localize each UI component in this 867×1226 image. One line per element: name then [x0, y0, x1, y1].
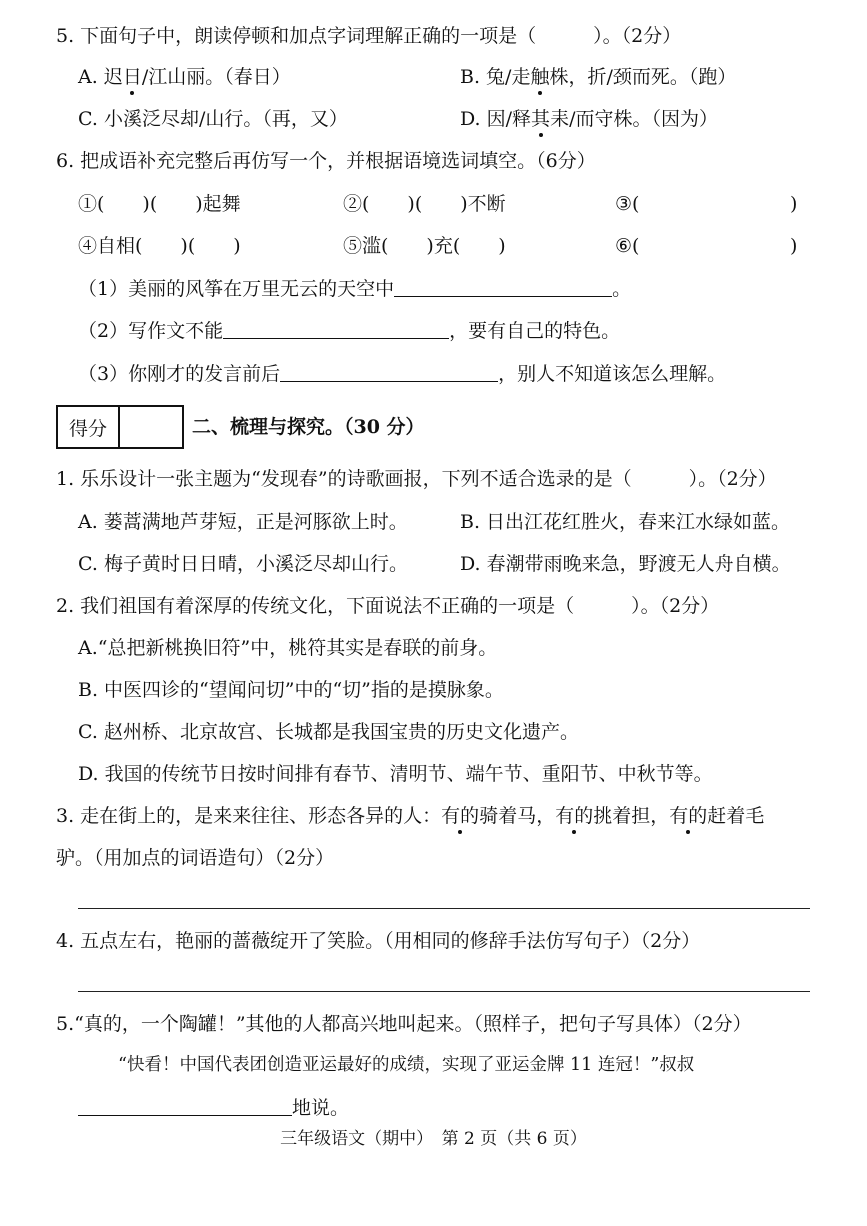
fill-sentence-2: （2）写作文不能 ，要有自己的特色。	[78, 320, 621, 342]
question-5-stem: 5. 下面句子中，朗读停顿和加点字词理解正确的一项是（ ）。（2分）	[56, 25, 682, 47]
idiom-item-6-close: )	[790, 235, 798, 257]
option-d: D. 我国的传统节日按时间排有春节、清明节、端午节、重阳节、中秋节等。	[78, 763, 713, 785]
option-d: D. 因/释其耒/而守株。（因为）	[460, 108, 718, 130]
option-b: B. 中医四诊的“望闻问切”中的“切”指的是摸脉象。	[78, 679, 504, 701]
part-5-stem: 5.“真的，一个陶罐！”其他的人都高兴地叫起来。（照样子，把句子写具体）（2分）	[56, 1013, 752, 1035]
section-title: 二、梳理与探究。（30 分）	[192, 416, 425, 438]
part-1-stem: 1. 乐乐设计一张主题为“发现春”的诗歌画报，下列不适合选录的是（ ）。（2分）	[56, 468, 777, 490]
emphasis-dot-char: 日	[122, 66, 142, 88]
idiom-item-1[interactable]: ①( )( )起舞	[78, 193, 241, 215]
idiom-item-5[interactable]: ⑤滥( )充( )	[343, 235, 506, 257]
score-label: 得分	[58, 407, 120, 447]
emphasis-word: 有的	[555, 805, 594, 827]
idiom-item-2[interactable]: ②( )( )不断	[343, 193, 506, 215]
part-2-stem: 2. 我们祖国有着深厚的传统文化，下面说法不正确的一项是（ ）。（2分）	[56, 595, 720, 617]
score-field[interactable]	[120, 407, 182, 447]
answer-line[interactable]	[78, 991, 810, 992]
idiom-item-3-close: )	[790, 193, 798, 215]
part-4-stem: 4. 五点左右，艳丽的蔷薇绽开了笑脸。（用相同的修辞手法仿写句子）（2分）	[56, 930, 701, 952]
part-5-example: “快看！中国代表团创造亚运最好的成绩，实现了亚运金牌 11 连冠！”叔叔	[118, 1055, 695, 1075]
fill-blank[interactable]	[78, 1097, 292, 1116]
option-c: C. 梅子黄时日日晴，小溪泛尽却山行。	[78, 553, 408, 575]
part-5-answer: 地说。	[78, 1097, 349, 1120]
option-c: C. 小溪泛尽却/山行。（再，又）	[78, 108, 348, 130]
emphasis-word: 有的	[669, 805, 708, 827]
option-b: B. 兔/走触株，折/颈而死。（跑）	[460, 66, 737, 88]
option-b: B. 日出江花红胜火，春来江水绿如蓝。	[460, 511, 791, 533]
page-footer: 三年级语文（期中） 第 2 页（共 6 页）	[280, 1129, 587, 1149]
fill-sentence-3: （3）你刚才的发言前后 ，别人不知道该怎么理解。	[78, 363, 727, 385]
part-3-line-2: 驴。（用加点的词语造句）（2分）	[56, 847, 335, 869]
fill-blank[interactable]	[394, 278, 612, 297]
question-6-stem: 6. 把成语补充完整后再仿写一个，并根据语境选词填空。（6分）	[56, 150, 596, 172]
score-box	[56, 405, 184, 449]
answer-line[interactable]	[78, 908, 810, 909]
option-d: D. 春潮带雨晚来急，野渡无人舟自横。	[460, 553, 791, 575]
part-3-line-1: 3. 走在街上的，是来来往往、形态各异的人：有的骑着马，有的挑着担，有的赶着毛	[56, 805, 765, 827]
fill-blank[interactable]	[280, 363, 498, 382]
fill-blank[interactable]	[223, 320, 449, 339]
option-a: A.“总把新桃换旧符”中，桃符其实是春联的前身。	[78, 637, 498, 659]
option-a: A. 蒌蒿满地芦芽短，正是河豚欲上时。	[78, 511, 408, 533]
emphasis-word: 有的	[441, 805, 480, 827]
emphasis-dot-char: 其	[531, 108, 551, 130]
emphasis-dot-char: 触	[530, 66, 550, 88]
fill-sentence-1: （1）美丽的风筝在万里无云的天空中 。	[78, 278, 632, 300]
idiom-item-3[interactable]: ③(	[615, 193, 640, 215]
option-c: C. 赵州桥、北京故宫、长城都是我国宝贵的历史文化遗产。	[78, 721, 579, 743]
idiom-item-4[interactable]: ④自相( )( )	[78, 235, 241, 257]
idiom-item-6[interactable]: ⑥(	[615, 235, 640, 257]
option-a: A. 迟日/江山丽。（春日）	[78, 66, 291, 88]
